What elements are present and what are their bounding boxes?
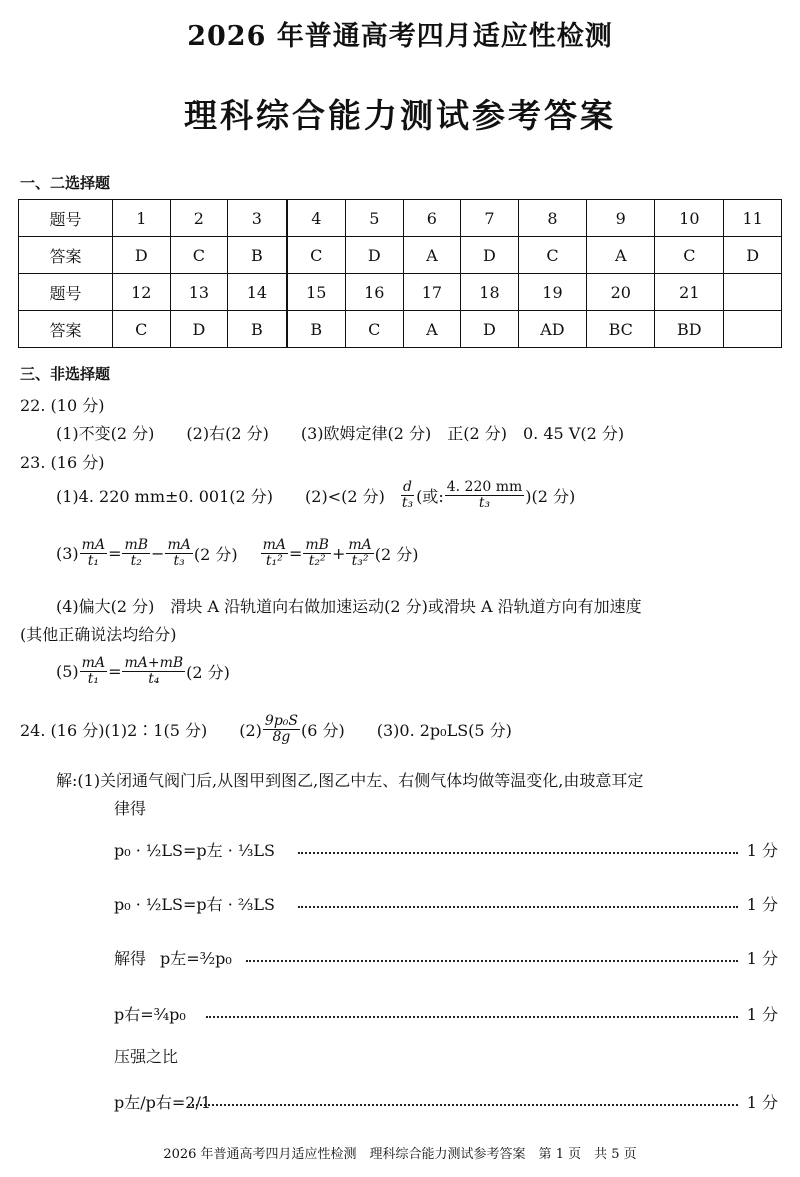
q22-answer-line: (1)不变(2 分) (2)右(2 分) (3)欧姆定律(2 分) 正(2 分) 0. 45 V(2 分): [56, 424, 625, 443]
answer-table: [18, 199, 782, 348]
table-cell: 18: [461, 274, 519, 311]
equation-3: p左=³⁄₂p₀: [160, 949, 232, 968]
fraction: $\frac{mB}{\text{t₂²}}$: [305, 537, 329, 569]
fraction: $\frac{mA+mB}{\text{t₄}}$: [124, 655, 184, 687]
table-cell: 1: [113, 200, 171, 237]
fraction: $\frac{mA}{\text{t₃²}}$: [348, 537, 372, 569]
table-cell: D: [724, 237, 782, 274]
table-cell: 5: [346, 200, 404, 237]
table-cell: B: [228, 311, 287, 348]
ratio-label: 压强之比: [114, 1047, 179, 1066]
table-cell: 21: [655, 274, 724, 311]
equation-row: [0, 938, 800, 978]
table-cell: [724, 274, 782, 311]
leader-dots: [298, 830, 738, 854]
table-cell: BD: [655, 311, 724, 348]
q23-number: 23. (16 分): [20, 453, 105, 472]
q24-summary: 24. (16 分)(1)2∶1(5 分) (2) $\frac{\text{9p₀S}}{8g}$ (6 分) (3)0. 2p₀LS(5 分): [20, 713, 512, 745]
table-cell: C: [346, 311, 404, 348]
leader-dots: [188, 1080, 738, 1106]
fraction: $\frac{d}{\text{t₃}}$: [401, 479, 414, 511]
exam-title: 2026 年普通高考四月适应性检测: [187, 21, 613, 52]
fraction: $\frac{mA}{\text{t₁}}$: [81, 537, 106, 569]
table-row: [19, 274, 782, 311]
table-cell: C: [113, 311, 171, 348]
table-cell: 6: [403, 200, 461, 237]
table-cell: 9: [587, 200, 655, 237]
table-row: [19, 237, 782, 274]
table-cell: B: [287, 311, 346, 348]
section-choice-title: 一、二选择题: [20, 174, 111, 192]
section-nonchoice-title: 三、非选择题: [20, 365, 111, 383]
table-cell: D: [113, 237, 171, 274]
table-cell: 8: [518, 200, 586, 237]
table-cell: 4: [287, 200, 346, 237]
q23-part5: (5) $\frac{mA}{\text{t₁}}$ = $\frac{mA+mB}{\text{t₄}}$ (2 分): [56, 655, 230, 687]
table-cell: D: [461, 237, 519, 274]
table-cell: C: [287, 237, 346, 274]
table-cell: A: [403, 237, 461, 274]
q23-part3: (3) $\frac{mA}{\text{t₁}}$ = $\frac{mB}{\text{t₂}}$ − $\frac{mA}{\text{t₃}}$ (2 分) $\frac{mA}{\text{t₁²}}$ = $\frac{mB}{\text{t₂²}}$ + $\frac{mA}{\text{t₃²}}$ (2 分): [56, 537, 419, 569]
table-cell: 13: [170, 274, 228, 311]
table-cell: D: [170, 311, 228, 348]
q24-solution-line2: 律得: [114, 799, 147, 818]
table-cell: B: [228, 237, 287, 274]
score-label: 1 分: [746, 1093, 778, 1112]
q22-number: 22. (10 分): [20, 396, 105, 415]
equation-row: [0, 884, 800, 924]
q23-part1: (1)4. 220 mm±0. 001(2 分) (2)<(2 分) $\frac{d}{\text{t₃}}$ (或: $\frac{4. 220 mm}{\text{t₃}}$ )(2 分): [56, 479, 576, 511]
table-row: [19, 200, 782, 237]
equation-2: p₀ · ½LS=p右 · ⅔LS: [114, 895, 276, 914]
equation-row: [0, 830, 800, 870]
score-label: 1 分: [746, 895, 778, 914]
table-cell: 10: [655, 200, 724, 237]
fraction: $\frac{4. 220 mm}{\text{t₃}}$: [446, 479, 523, 511]
table-cell: 11: [724, 200, 782, 237]
table-cell: 17: [403, 274, 461, 311]
table-cell: 2: [170, 200, 228, 237]
fraction: $\frac{mB}{\text{t₂}}$: [124, 537, 149, 569]
table-cell: [724, 311, 782, 348]
fraction: $\frac{\text{9p₀S}}{8g}$: [264, 713, 298, 745]
score-label: 1 分: [746, 841, 778, 860]
equation-1: p₀ · ½LS=p左 · ⅓LS: [114, 841, 276, 860]
equation-5: p左/p右=2/1: [114, 1093, 212, 1112]
table-head-answer: 答案: [19, 311, 113, 348]
leader-dots: [298, 884, 738, 908]
q23-part1-text: (1)4. 220 mm±0. 001(2 分) (2)<(2 分): [56, 486, 385, 506]
table-cell: 15: [287, 274, 346, 311]
table-head-question: 题号: [19, 200, 113, 237]
leader-dots: [246, 938, 738, 962]
table-cell: 12: [113, 274, 171, 311]
table-cell: 19: [518, 274, 586, 311]
q23-part4-line1: (4)偏大(2 分) 滑块 A 沿轨道向右做加速运动(2 分)或滑块 A 沿轨道方向有加速度: [56, 597, 642, 616]
equation-4: p右=³⁄₄p₀: [114, 1005, 186, 1024]
score-label: 1 分: [746, 1005, 778, 1024]
table-head-answer: 答案: [19, 237, 113, 274]
table-cell: 20: [587, 274, 655, 311]
table-cell: 14: [228, 274, 287, 311]
fraction: $\frac{mA}{\text{t₁}}$: [81, 655, 106, 687]
table-cell: 16: [346, 274, 404, 311]
q24-solution-line1: 解:(1)关闭通气阀门后,从图甲到图乙,图乙中左、右侧气体均做等温变化,由玻意耳定: [56, 771, 644, 790]
table-cell: C: [170, 237, 228, 274]
table-cell: A: [587, 237, 655, 274]
table-cell: C: [655, 237, 724, 274]
fraction: $\frac{mA}{\text{t₃}}$: [167, 537, 191, 569]
equation-3-label: 解得: [114, 949, 147, 968]
q23-part4-line2: (其他正确说法均给分): [20, 625, 177, 644]
table-row: [19, 311, 782, 348]
answer-key-title: 理科综合能力测试参考答案: [184, 96, 616, 135]
table-cell: D: [461, 311, 519, 348]
page-footer: 2026 年普通高考四月适应性检测 理科综合能力测试参考答案 第 1 页 共 5 页: [163, 1147, 637, 1162]
equation-row: [0, 1080, 800, 1120]
table-cell: BC: [587, 311, 655, 348]
table-cell: C: [518, 237, 586, 274]
fraction: $\frac{mA}{\text{t₁²}}$: [262, 537, 286, 569]
score-label: 1 分: [746, 949, 778, 968]
table-cell: 7: [461, 200, 519, 237]
table-cell: AD: [518, 311, 586, 348]
table-cell: A: [403, 311, 461, 348]
table-cell: 3: [228, 200, 287, 237]
leader-dots: [206, 994, 738, 1018]
table-cell: D: [346, 237, 404, 274]
table-head-question: 题号: [19, 274, 113, 311]
equation-row: [0, 994, 800, 1034]
